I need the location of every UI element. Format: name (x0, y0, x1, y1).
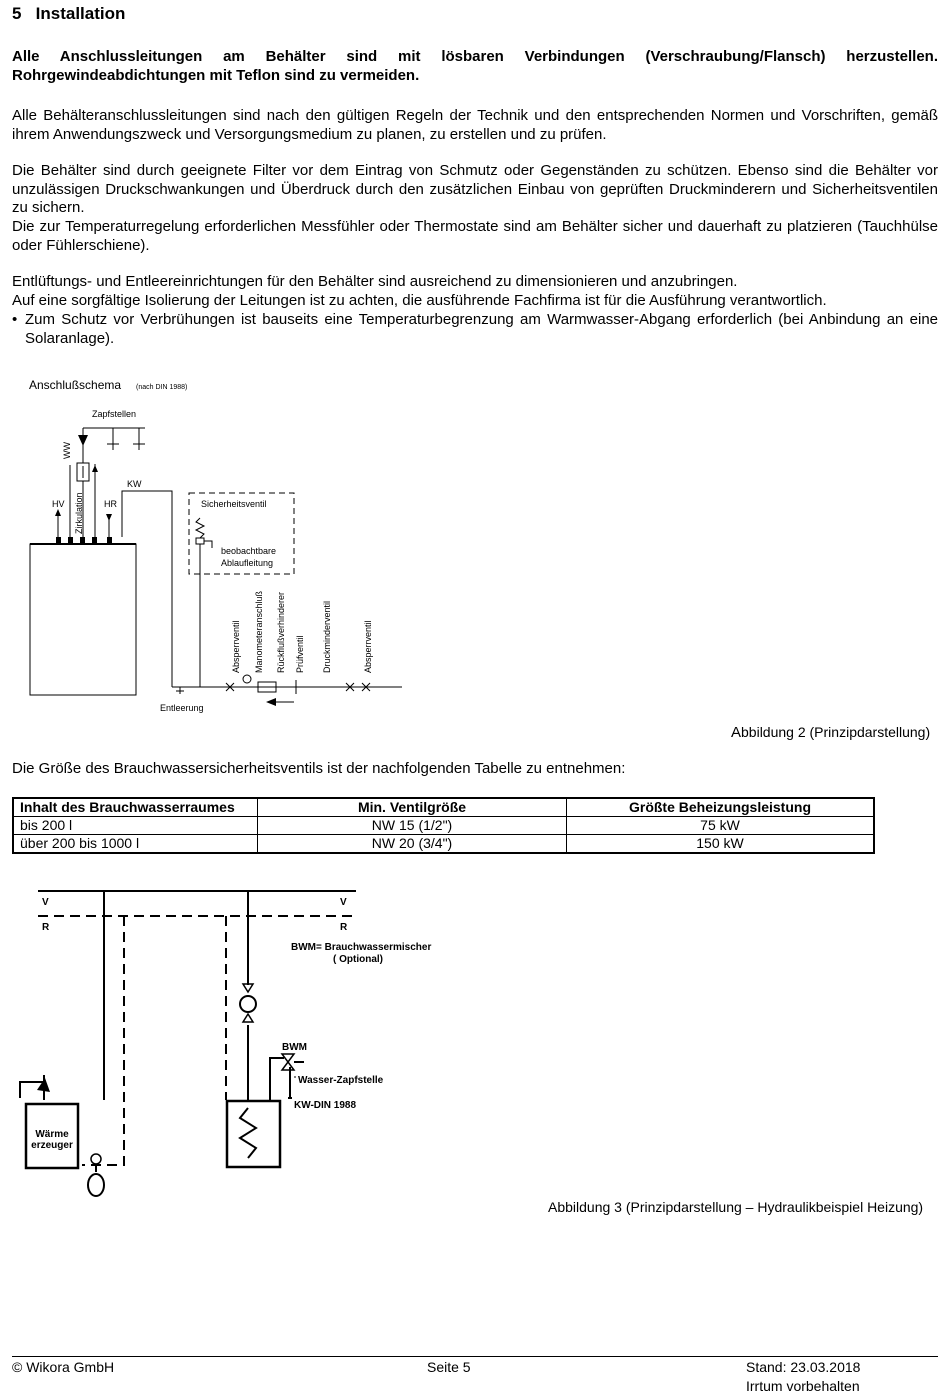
label-beobachtbare: beobachtbare (221, 546, 277, 556)
cell-inhalt: über 200 bis 1000 l (13, 835, 258, 854)
section-heading (12, 4, 125, 24)
manometer-port (243, 675, 251, 683)
cell-ventilgroesse: NW 15 (1/2") (258, 817, 567, 835)
label-zirkulation: Zirkulation (74, 492, 84, 534)
label-manometeranschluss: Manometeranschluß (254, 590, 264, 673)
label-sicherheitsventil: Sicherheitsventil (201, 499, 267, 509)
tank-body (30, 544, 136, 695)
cell-ventilgroesse: NW 20 (3/4") (258, 835, 567, 854)
safety-valve-spring (196, 518, 204, 538)
cell-inhalt: bis 200 l (13, 817, 258, 835)
label-kw: KW (127, 479, 142, 489)
bullet-text: Zum Schutz vor Verbrühungen ist bauseits eine Temperaturbegrenzung am Warmwasser-Abgang erforderlich (bei Anbindung an eine Solaranlage). (25, 311, 938, 347)
footer-copyright: © Wikora GmbH (12, 1359, 115, 1375)
bullet-dot: • (12, 311, 18, 328)
kw-pipe (122, 491, 172, 687)
tank-valve-top (243, 984, 253, 992)
expansion-vessel (88, 1174, 104, 1196)
footer-disclaimer: Irrtum vorbehalten (746, 1378, 860, 1394)
label-entleerung: Entleerung (160, 703, 204, 713)
label-absperrventil-2: Absperrventil (363, 620, 373, 673)
label-ablaufleitung: Ablaufleitung (221, 558, 274, 568)
paragraph-connections: Alle Anschlussleitungen am Behälter sind mit lösbaren Verbindungen (Verschraubung/Flansch) herzustellen. Rohrgewindeabdichtungen mit Teflon sind zu vermeiden. (12, 48, 938, 84)
header-ventilgroesse: Min. Ventilgröße (258, 798, 567, 817)
storage-tank (227, 1101, 280, 1167)
table-row (13, 817, 874, 835)
tank-valve-bottom (243, 1014, 253, 1022)
label-waerme: Wärme (35, 1129, 69, 1140)
paragraph-venting: Entlüftungs- und Entleereinrichtungen für den Behälter sind ausreichend zu dimensionieren und anzubringen. (12, 273, 738, 290)
vessel-valve (91, 1154, 101, 1164)
safety-valve-body (196, 538, 204, 544)
tank-pump (240, 996, 256, 1012)
valve-size-table (12, 797, 875, 854)
header-inhalt: Inhalt des Brauchwasserraumes (13, 798, 258, 817)
caption-initial: A (731, 724, 742, 741)
table-header-row (13, 798, 874, 817)
table-row (13, 835, 874, 854)
caption-text: bbildung 2 (Prinzipdarstellung) (741, 724, 931, 740)
hv-arrow (55, 509, 61, 516)
section-number: 5 (12, 4, 22, 23)
section-title: Installation (35, 4, 126, 23)
diagram-title: Anschlußschema (29, 378, 122, 392)
zirkulation-arrow (92, 465, 98, 472)
connection-diagram (0, 370, 430, 720)
label-erzeuger: erzeuger (31, 1140, 73, 1151)
tank-connections (56, 537, 112, 543)
paragraph-sensors: Die zur Temperaturregelung erforderlichen Messfühler oder Thermostate sind am Behälter sicher und dauerhaft zu platzieren (Tauchhülse oder Fühlerschiene). (12, 218, 938, 254)
diagram-title-note: (nach DIN 1988) (136, 384, 188, 391)
paragraph-insulation: Auf eine sorgfältige Isolierung der Leitungen ist zu achten, die ausführende Fachfirma ist für die Ausführung verantwortlich. (12, 292, 827, 309)
label-v-left: V (42, 897, 49, 908)
label-hr: HR (104, 499, 117, 509)
hot-water-pipe (270, 1058, 284, 1101)
label-r-right: R (340, 922, 348, 933)
bwm-valve (282, 1054, 294, 1070)
label-v-right: V (340, 897, 347, 908)
cell-leistung: 150 kW (567, 835, 875, 854)
label-optional: ( Optional) (333, 954, 383, 965)
footer-page-number: Seite 5 (427, 1359, 471, 1375)
figure-3-caption: Abbildung 3 (Prinzipdarstellung – Hydraulikbeispiel Heizung) (548, 1199, 924, 1215)
ww-check-valve (78, 435, 88, 446)
label-kw-din: KW-DIN 1988 (294, 1100, 357, 1111)
footer-stand-date: Stand: 23.03.2018 (746, 1359, 861, 1375)
label-wasser-zapfstelle: Wasser-Zapfstelle (298, 1075, 384, 1086)
label-bwm: BWM (282, 1042, 307, 1053)
label-zapfstellen: Zapfstellen (92, 409, 137, 419)
footer-divider (12, 1356, 938, 1357)
label-ww: WW (62, 442, 72, 459)
cell-leistung: 75 kW (567, 817, 875, 835)
label-hv: HV (52, 499, 65, 509)
label-bwm-definition: BWM= Brauchwassermischer (291, 942, 432, 953)
paragraph-filters: Die Behälter sind durch geeignete Filter vor dem Eintrag von Schmutz oder Gegenständen zu schützen. Ebenso sind die Behälter vor unzulässigen Druckschwankungen und Überdruck durch den zusätzlichen Einbau von geprüften Druckminderern und Sicherheitsventilen zu sichern. (12, 162, 938, 216)
label-druckminderventil: Druckminderventil (322, 600, 332, 673)
label-pruefventil: Prüfventil (295, 635, 305, 673)
hydraulic-diagram (0, 880, 470, 1205)
header-beheizungsleistung: Größte Beheizungsleistung (567, 798, 875, 817)
label-r-left: R (42, 922, 50, 933)
safety-valve-outlet (204, 541, 212, 548)
paragraph-standards: Alle Behälteranschlussleitungen sind nach den gültigen Regeln der Technik und den entsprechenden Normen und Vorschriften, gemäß ihrem Anwendungszweck und Versorgungsmedium zu planen, zu erstellen und zu prüfen. (12, 107, 938, 143)
label-absperrventil-1: Absperrventil (231, 620, 241, 673)
flow-arrow (266, 698, 276, 706)
figure-2-caption (731, 724, 930, 741)
table-intro: Die Größe des Brauchwassersicherheitsventils ist der nachfolgenden Tabelle zu entnehmen: (12, 760, 626, 777)
label-rueckflussverhinderer: Rückflußverhinderer (276, 591, 286, 673)
hr-arrow (106, 514, 112, 521)
